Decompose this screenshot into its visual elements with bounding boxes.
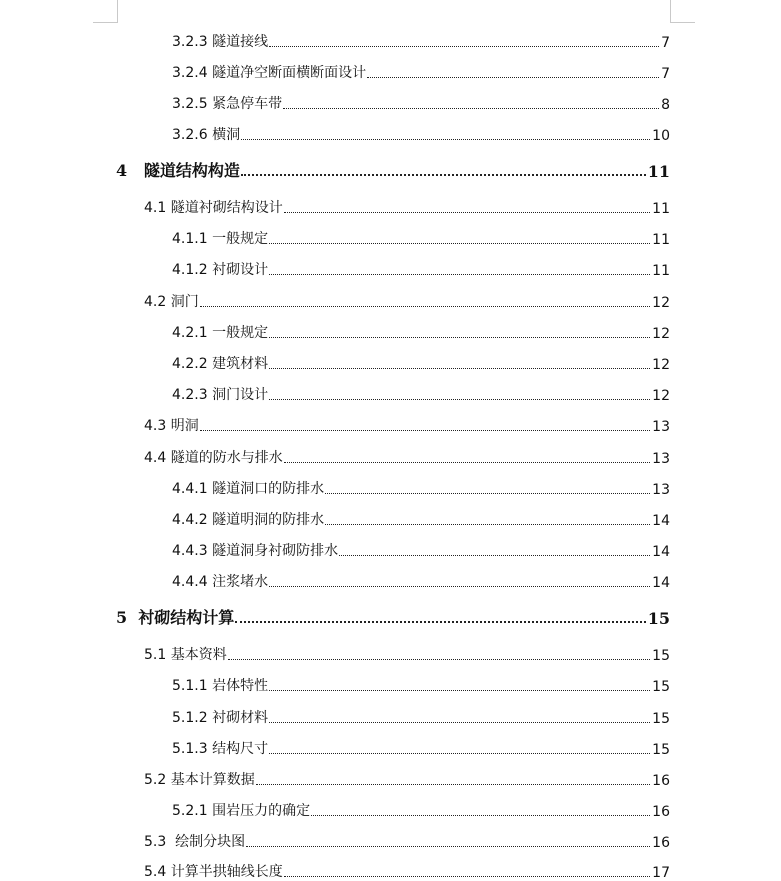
toc-dot-leader: [269, 274, 650, 275]
toc-entry-title: 4.2.2 建筑材料: [172, 356, 269, 372]
toc-dot-leader: [269, 753, 650, 754]
toc-entry[interactable]: [172, 675, 670, 695]
toc-entry[interactable]: [144, 415, 670, 435]
toc-entry-title: 5.1.3 结构尺寸: [172, 741, 269, 757]
toc-dot-leader: [246, 846, 650, 847]
toc-entry-title: 4.2.1 一般规定: [172, 325, 269, 341]
toc-entry-title: 4.4.3 隧道洞身衬砌防排水: [172, 543, 339, 559]
toc-entry[interactable]: [172, 384, 670, 404]
crop-mark-top-right: [670, 0, 695, 23]
toc-dot-leader: [269, 243, 650, 244]
toc-entry[interactable]: [172, 509, 670, 529]
toc-dot-leader: [228, 659, 650, 660]
toc-dot-leader: [269, 368, 650, 369]
toc-entry-title: 4.4.1 隧道洞口的防排水: [172, 481, 325, 497]
toc-page-number: 17: [652, 865, 670, 881]
toc-entry[interactable]: [172, 228, 670, 248]
toc-page-number: 11: [647, 162, 670, 181]
toc-page-number: 12: [652, 357, 670, 373]
toc-page-number: 16: [652, 804, 670, 820]
toc-entry[interactable]: [144, 291, 670, 311]
toc-page-number: 14: [652, 513, 670, 529]
toc-entry[interactable]: [144, 831, 670, 851]
toc-entry[interactable]: [144, 447, 670, 467]
toc-page-number: 11: [652, 263, 670, 279]
toc-entry[interactable]: [144, 769, 670, 789]
toc-entry[interactable]: [172, 540, 670, 560]
toc-dot-leader: [269, 586, 650, 587]
toc-entry-title: 3.2.4 隧道净空断面横断面设计: [172, 65, 367, 81]
toc-page-number: 10: [652, 128, 670, 144]
toc-dot-leader: [284, 212, 650, 213]
toc-entry[interactable]: [144, 644, 670, 664]
toc-entry[interactable]: [172, 738, 670, 758]
toc-dot-leader: [325, 524, 650, 525]
toc-page-number: 13: [652, 482, 670, 498]
toc-entry-title: 4.3 明洞: [144, 418, 199, 434]
toc-entry[interactable]: [172, 93, 670, 113]
toc-entry-title: 4.1.1 一般规定: [172, 231, 269, 247]
toc-page-number: 15: [647, 609, 670, 628]
toc-entry[interactable]: [172, 322, 670, 342]
toc-entry-title: 5.1 基本资料: [144, 647, 227, 663]
toc-entry-title: 4.1 隧道衬砌结构设计: [144, 200, 283, 216]
toc-page-number: 7: [661, 35, 670, 51]
toc-entry-title: 5.3 绘制分块图: [144, 834, 246, 850]
toc-page-number: 12: [652, 326, 670, 342]
toc-dot-leader: [339, 555, 650, 556]
toc-page-number: 11: [652, 232, 670, 248]
toc-entry[interactable]: [172, 62, 670, 82]
toc-page-number: 15: [652, 679, 670, 695]
toc-dot-leader: [269, 722, 650, 723]
toc-entry-title: 4.4.4 注浆堵水: [172, 574, 269, 590]
toc-page-number: 13: [652, 451, 670, 467]
toc-entry-title: 4.2.3 洞门设计: [172, 387, 269, 403]
toc-entry[interactable]: [144, 197, 670, 217]
toc-entry[interactable]: [172, 800, 670, 820]
toc-entry-title: 4.2 洞门: [144, 294, 199, 310]
toc-dot-leader: [200, 430, 650, 431]
toc-page-number: 12: [652, 388, 670, 404]
toc-page-number: 14: [652, 544, 670, 560]
toc-dot-leader: [256, 784, 650, 785]
toc-entry[interactable]: [144, 861, 670, 881]
toc-dot-leader: [311, 815, 650, 816]
toc-entry-title: 5.2 基本计算数据: [144, 772, 255, 788]
crop-mark-top-left: [93, 0, 118, 23]
toc-page-number: 13: [652, 419, 670, 435]
toc-page-number: 15: [652, 711, 670, 727]
toc-page-number: 11: [652, 201, 670, 217]
toc-entry-title: 4.1.2 衬砌设计: [172, 262, 269, 278]
toc-dot-leader: [325, 493, 650, 494]
toc-chapter-entry[interactable]: [116, 159, 670, 181]
toc-entry[interactable]: [172, 478, 670, 498]
toc-dot-leader: [283, 108, 659, 109]
toc-dot-leader: [200, 306, 650, 307]
toc-entry-title: 4.4.2 隧道明洞的防排水: [172, 512, 325, 528]
toc-entry-title: 5.2.1 围岩压力的确定: [172, 803, 311, 819]
toc-dot-leader: [241, 174, 646, 176]
toc-entry-title: 5.1.1 岩体特性: [172, 678, 269, 694]
toc-page-number: 16: [652, 773, 670, 789]
toc-entry[interactable]: [172, 259, 670, 279]
toc-entry-title: 5.4 计算半拱轴线长度: [144, 864, 283, 880]
toc-entry-title: 3.2.6 横洞: [172, 127, 241, 143]
toc-dot-leader: [367, 77, 659, 78]
toc-chapter-entry[interactable]: [116, 606, 670, 628]
toc-entry[interactable]: [172, 571, 670, 591]
toc-entry[interactable]: [172, 31, 670, 51]
toc-page-number: 15: [652, 742, 670, 758]
toc-chapter-title: 4 隧道结构构造: [116, 161, 240, 180]
toc-entry[interactable]: [172, 707, 670, 727]
toc-dot-leader: [269, 337, 650, 338]
toc-dot-leader: [241, 139, 650, 140]
toc-page-number: 12: [652, 295, 670, 311]
toc-entry-title: 3.2.3 隧道接线: [172, 34, 269, 50]
toc-entry-title: 3.2.5 紧急停车带: [172, 96, 283, 112]
toc-entry[interactable]: [172, 124, 670, 144]
toc-dot-leader: [235, 621, 645, 623]
toc-dot-leader: [269, 399, 650, 400]
toc-page-number: 16: [652, 835, 670, 851]
toc-page-number: 8: [661, 97, 670, 113]
toc-dot-leader: [269, 690, 650, 691]
toc-dot-leader: [284, 462, 650, 463]
toc-entry-title: 5.1.2 衬砌材料: [172, 710, 269, 726]
toc-page-number: 15: [652, 648, 670, 664]
toc-entry-title: 4.4 隧道的防水与排水: [144, 450, 283, 466]
toc-chapter-title: 5 衬砌结构计算: [116, 608, 235, 627]
toc-page-number: 14: [652, 575, 670, 591]
toc-page-number: 7: [661, 66, 670, 82]
toc-dot-leader: [269, 46, 659, 47]
toc-entry[interactable]: [172, 353, 670, 373]
